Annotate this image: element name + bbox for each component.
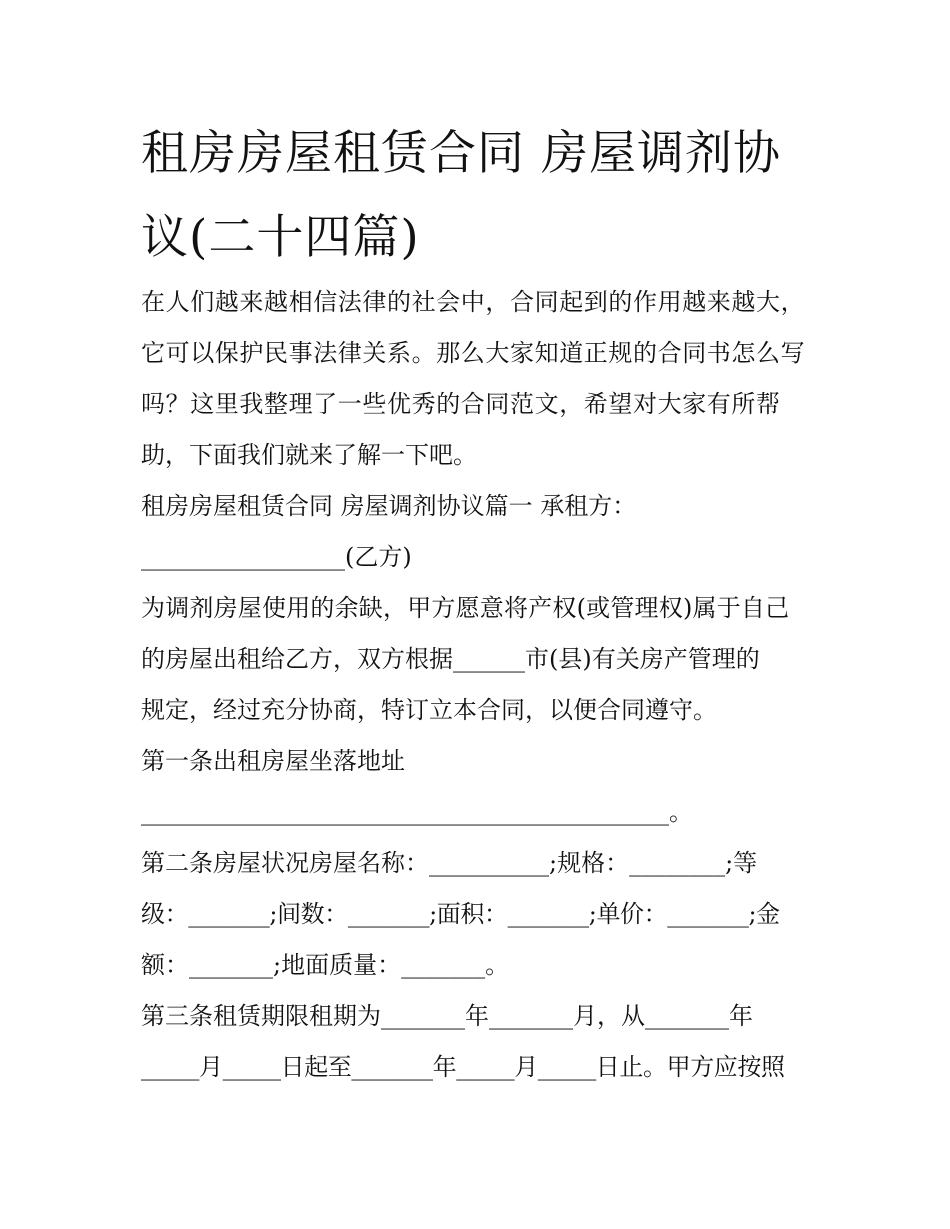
paragraph-line: 为调剂房屋使用的余缺，甲方愿意将产权(或管理权)属于自己 [141, 594, 790, 622]
title-line-1: 租房房屋租赁合同 房屋调剂协 [141, 126, 781, 181]
paragraph-line: 在人们越来越相信法律的社会中，合同起到的作用越来越大， [141, 288, 806, 316]
paragraph-line: 的房屋出租给乙方，双方根据______市(县)有关房产管理的 [141, 645, 760, 673]
paragraph-line: 规定，经过充分协商，特订立本合同，以便合同遵守。 [141, 696, 717, 724]
paragraph-line: 吗？这里我整理了一些优秀的合同范文，希望对大家有所帮 [141, 390, 781, 418]
paragraph-line: 第三条租赁期限租期为_______年_______月，从_______年 [141, 1002, 753, 1030]
paragraph-line: 助，下面我们就来了解一下吧。 [141, 441, 477, 469]
paragraph-line: _________________(乙方) [141, 543, 412, 571]
paragraph-line: 第二条房屋状况房屋名称：__________;规格：________;等 [141, 849, 758, 877]
paragraph-line: ____________________________________________。 [141, 798, 693, 826]
document-title [141, 112, 821, 280]
paragraph-line: 租房房屋租赁合同 房屋调剂协议篇一 承租方： [141, 492, 637, 520]
paragraph-line: 它可以保护民事法律关系。那么大家知道正规的合同书怎么写 [141, 339, 806, 367]
paragraph-line: _____月_____日起至_______年_____月_____日止。甲方应按照 [141, 1053, 785, 1081]
paragraph-line: 级：_______;间数：_______;面积：_______;单价：_______;金 [141, 900, 780, 928]
clause-heading: 第一条出租房屋坐落地址 [141, 747, 405, 775]
title-line-2: 议(二十四篇) [141, 210, 420, 265]
paragraph-line: 额：_______;地面质量：_______。 [141, 951, 510, 979]
